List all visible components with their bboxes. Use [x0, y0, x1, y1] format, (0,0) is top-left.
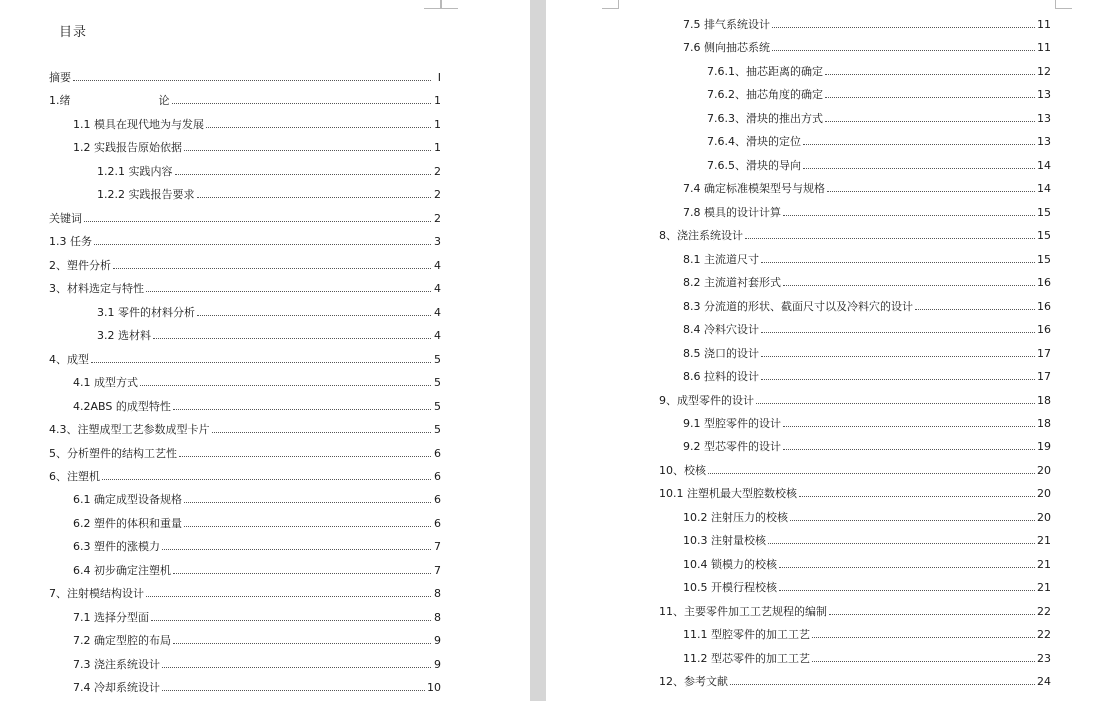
toc-entry-label: 6.2 塑件的体积和重量 [73, 517, 182, 530]
toc-entry-page-number: 8 [434, 587, 441, 600]
toc-entry[interactable] [49, 584, 441, 600]
toc-entry-label: 11、主要零件加工工艺规程的编制 [659, 605, 827, 618]
dot-leader [745, 238, 1035, 239]
toc-entry[interactable] [97, 303, 441, 319]
toc-entry-page-number: 2 [434, 188, 441, 201]
toc-entry-page-number: 4 [434, 306, 441, 319]
toc-entry-page-number: 2 [434, 165, 441, 178]
toc-entry-page-number: 20 [1037, 464, 1051, 477]
toc-entry[interactable] [683, 625, 1051, 641]
toc-entry[interactable] [49, 279, 441, 295]
toc-entry-label: 4.2ABS 的成型特性 [73, 400, 171, 413]
dot-leader [162, 667, 431, 668]
dot-leader [173, 409, 431, 410]
toc-entry-label: 6.4 初步确定注塑机 [73, 564, 171, 577]
toc-entry-label: 7.6 侧向抽芯系统 [683, 41, 770, 54]
dot-leader [102, 479, 431, 480]
toc-entry-page-number: 21 [1037, 558, 1051, 571]
toc-entry-page-number: 15 [1037, 229, 1051, 242]
dot-leader [173, 573, 431, 574]
dot-leader [184, 526, 431, 527]
toc-entry-label: 4.1 成型方式 [73, 376, 138, 389]
toc-entry[interactable] [97, 185, 441, 201]
dot-leader [197, 315, 431, 316]
toc-entry-label: 7.4 确定标准模架型号与规格 [683, 182, 825, 195]
dot-leader [153, 338, 431, 339]
toc-entry-page-number: 11 [1037, 18, 1051, 31]
toc-entry-label: 6.3 塑件的涨模力 [73, 540, 160, 553]
dot-leader [179, 456, 431, 457]
toc-entry-label: 关键词 [49, 212, 82, 225]
toc-entry-label: 1.2.1 实践内容 [97, 165, 173, 178]
dot-leader [84, 221, 431, 222]
dot-leader [91, 362, 431, 363]
dot-leader [197, 197, 432, 198]
toc-entry-page-number: I [437, 71, 441, 84]
toc-entry[interactable] [49, 467, 441, 483]
dot-leader [162, 690, 425, 691]
toc-entry[interactable] [49, 209, 441, 225]
dot-leader [146, 596, 431, 597]
toc-entry-page-number: 13 [1037, 112, 1051, 125]
toc-entry[interactable] [49, 444, 441, 460]
dot-leader [761, 262, 1035, 263]
dot-leader [146, 291, 431, 292]
toc-entry-page-number: 1 [434, 141, 441, 154]
toc-entry[interactable] [73, 537, 441, 553]
dot-leader [140, 385, 431, 386]
toc-entry-page-number: 9 [434, 658, 441, 671]
toc-entry-label: 5、分析塑件的结构工艺性 [49, 447, 177, 460]
toc-entry-label: 摘要 [49, 71, 71, 84]
toc-entry-page-number: 7 [434, 564, 441, 577]
dot-leader [783, 285, 1035, 286]
toc-entry-page-number: 24 [1037, 675, 1051, 688]
toc-entry-label: 10.4 锁模力的校核 [683, 558, 777, 571]
toc-entry-label: 7.6.4、滑块的定位 [707, 135, 801, 148]
toc-entry-label: 9、成型零件的设计 [659, 394, 754, 407]
dot-leader [779, 590, 1035, 591]
toc-entry-page-number: 5 [434, 400, 441, 413]
toc-entry-page-number: 1 [434, 94, 441, 107]
toc-entry-page-number: 17 [1037, 347, 1051, 360]
dot-leader [756, 403, 1035, 404]
toc-entry[interactable] [49, 256, 441, 272]
dot-leader [761, 332, 1035, 333]
toc-entry-label: 7.6.2、抽芯角度的确定 [707, 88, 823, 101]
toc-entry[interactable] [683, 203, 1051, 219]
toc-entry-page-number: 13 [1037, 135, 1051, 148]
toc-entry-page-number: 16 [1037, 300, 1051, 313]
toc-entry[interactable] [73, 373, 441, 389]
toc-entry[interactable] [49, 91, 441, 107]
toc-entry-page-number: 16 [1037, 323, 1051, 336]
toc-entry[interactable] [73, 138, 441, 154]
toc-entry[interactable] [73, 115, 441, 131]
toc-entry-page-number: 23 [1037, 652, 1051, 665]
dot-leader [184, 150, 431, 151]
dot-leader [768, 543, 1035, 544]
dot-leader [94, 244, 431, 245]
toc-entry[interactable] [683, 344, 1051, 360]
toc-entry-label: 8.3 分流道的形状、截面尺寸以及冷料穴的设计 [683, 300, 913, 313]
dot-leader [761, 356, 1035, 357]
dot-leader [803, 168, 1035, 169]
toc-entry[interactable] [659, 484, 1051, 500]
toc-entry[interactable] [683, 437, 1051, 453]
toc-entry-page-number: 11 [1037, 41, 1051, 54]
toc-entry-page-number: 18 [1037, 394, 1051, 407]
toc-entry[interactable] [683, 414, 1051, 430]
dot-leader [151, 620, 431, 621]
toc-entry-label: 7.6.1、抽芯距离的确定 [707, 65, 823, 78]
toc-entry-page-number: 2 [434, 212, 441, 225]
dot-leader [799, 496, 1035, 497]
toc-list [546, 0, 1102, 701]
toc-entry-label: 7.2 确定型腔的布局 [73, 634, 171, 647]
toc-entry-label: 7.8 模具的设计计算 [683, 206, 781, 219]
dot-leader [790, 520, 1035, 521]
toc-entry-label: 8、浇注系统设计 [659, 229, 743, 242]
toc-entry-page-number: 6 [434, 447, 441, 460]
toc-entry-label: 8.5 浇口的设计 [683, 347, 759, 360]
toc-entry-page-number: 15 [1037, 206, 1051, 219]
toc-title: 目录 [59, 25, 88, 40]
toc-entry-page-number: 21 [1037, 581, 1051, 594]
toc-entry-page-number: 20 [1037, 511, 1051, 524]
toc-entry-page-number: 4 [434, 259, 441, 272]
toc-entry-page-number: 16 [1037, 276, 1051, 289]
toc-entry-page-number: 22 [1037, 628, 1051, 641]
toc-entry-label: 12、参考文献 [659, 675, 728, 688]
toc-entry[interactable] [73, 608, 441, 624]
toc-entry-label: 4、成型 [49, 353, 89, 366]
dot-leader [761, 379, 1035, 380]
dot-leader [175, 174, 432, 175]
toc-entry[interactable] [683, 649, 1051, 665]
toc-entry-page-number: 4 [434, 282, 441, 295]
toc-entry-page-number: 10 [427, 681, 441, 694]
toc-entry-page-number: 12 [1037, 65, 1051, 78]
toc-entry-page-number: 9 [434, 634, 441, 647]
dot-leader [162, 549, 431, 550]
toc-entry[interactable] [659, 461, 1051, 477]
toc-entry-page-number: 13 [1037, 88, 1051, 101]
toc-entry[interactable] [707, 85, 1051, 101]
toc-entry-page-number: 20 [1037, 487, 1051, 500]
toc-entry-label: 10.2 注射压力的校核 [683, 511, 788, 524]
dot-leader [827, 191, 1035, 192]
toc-entry-label: 8.6 拉料的设计 [683, 370, 759, 383]
toc-entry[interactable] [659, 226, 1051, 242]
toc-entry[interactable] [683, 179, 1051, 195]
toc-entry[interactable] [97, 326, 441, 342]
toc-entry-page-number: 6 [434, 470, 441, 483]
toc-entry-page-number: 14 [1037, 182, 1051, 195]
toc-entry-label: 1.2 实践报告原始依据 [73, 141, 182, 154]
dot-leader [772, 50, 1035, 51]
toc-entry-page-number: 6 [434, 493, 441, 506]
toc-entry-label: 3、材料选定与特性 [49, 282, 144, 295]
toc-entry[interactable] [683, 273, 1051, 289]
dot-leader [73, 80, 431, 81]
dot-leader [779, 567, 1035, 568]
toc-entry-label: 10.3 注射量校核 [683, 534, 766, 547]
toc-entry-label: 11.1 型腔零件的加工工艺 [683, 628, 810, 641]
toc-entry-label: 2、塑件分析 [49, 259, 111, 272]
toc-entry[interactable] [73, 655, 441, 671]
toc-entry[interactable] [707, 132, 1051, 148]
toc-entry-label: 3.1 零件的材料分析 [97, 306, 195, 319]
dot-leader [825, 121, 1035, 122]
toc-entry[interactable] [49, 232, 441, 248]
toc-entry-page-number: 4 [434, 329, 441, 342]
toc-entry-label: 1.3 任务 [49, 235, 92, 248]
toc-entry-label: 8.1 主流道尺寸 [683, 253, 759, 266]
dot-leader [173, 643, 431, 644]
toc-entry-page-number: 8 [434, 611, 441, 624]
toc-entry[interactable] [73, 678, 441, 694]
toc-entry-label: 7、注射模结构设计 [49, 587, 144, 600]
toc-entry-label: 8.4 冷料穴设计 [683, 323, 759, 336]
toc-entry-label: 9.1 型腔零件的设计 [683, 417, 781, 430]
toc-entry-page-number: 3 [434, 235, 441, 248]
toc-entry[interactable] [683, 250, 1051, 266]
toc-entry-page-number: 5 [434, 376, 441, 389]
toc-entry-page-number: 22 [1037, 605, 1051, 618]
toc-entry-label: 1.绪 论 [49, 94, 170, 107]
toc-entry-page-number: 14 [1037, 159, 1051, 172]
toc-entry[interactable] [683, 578, 1051, 594]
toc-entry[interactable] [683, 508, 1051, 524]
toc-entry-page-number: 6 [434, 517, 441, 530]
toc-entry-page-number: 15 [1037, 253, 1051, 266]
toc-entry[interactable] [49, 350, 441, 366]
toc-entry-page-number: 1 [434, 118, 441, 131]
toc-entry-label: 10、校核 [659, 464, 706, 477]
dot-leader [206, 127, 431, 128]
dot-leader [783, 215, 1035, 216]
dot-leader [184, 502, 431, 503]
toc-entry-label: 7.1 选择分型面 [73, 611, 149, 624]
toc-entry-label: 6、注塑机 [49, 470, 100, 483]
toc-entry[interactable] [49, 68, 441, 84]
document-page-left [0, 0, 530, 701]
toc-entry-label: 7.6.5、滑块的导向 [707, 159, 801, 172]
toc-entry[interactable] [73, 397, 441, 413]
dot-leader [825, 97, 1035, 98]
toc-entry[interactable] [707, 109, 1051, 125]
dot-leader [730, 684, 1035, 685]
toc-entry[interactable] [73, 631, 441, 647]
toc-entry-page-number: 5 [434, 353, 441, 366]
toc-entry[interactable] [659, 391, 1051, 407]
toc-entry[interactable] [683, 531, 1051, 547]
toc-entry-label: 6.1 确定成型设备规格 [73, 493, 182, 506]
dot-leader [783, 426, 1035, 427]
dot-leader [825, 74, 1035, 75]
dot-leader [829, 614, 1035, 615]
toc-entry-label: 7.5 排气系统设计 [683, 18, 770, 31]
dot-leader [812, 661, 1035, 662]
toc-entry-page-number: 19 [1037, 440, 1051, 453]
toc-entry[interactable] [683, 367, 1051, 383]
dot-leader [772, 27, 1035, 28]
toc-entry[interactable] [73, 514, 441, 530]
toc-entry-label: 11.2 型芯零件的加工工艺 [683, 652, 810, 665]
dot-leader [915, 309, 1035, 310]
toc-entry[interactable] [97, 162, 441, 178]
toc-entry[interactable] [683, 320, 1051, 336]
document-page-right [546, 0, 1102, 701]
toc-entry[interactable] [659, 602, 1051, 618]
toc-entry-page-number: 5 [434, 423, 441, 436]
toc-entry-label: 1.2.2 实践报告要求 [97, 188, 195, 201]
dot-leader [172, 103, 432, 104]
toc-entry-label: 7.4 冷却系统设计 [73, 681, 160, 694]
toc-entry-label: 3.2 选材料 [97, 329, 151, 342]
toc-list [0, 0, 530, 701]
toc-entry[interactable] [73, 490, 441, 506]
toc-entry[interactable] [683, 555, 1051, 571]
toc-entry-label: 9.2 型芯零件的设计 [683, 440, 781, 453]
dot-leader [113, 268, 431, 269]
toc-entry-label: 8.2 主流道衬套形式 [683, 276, 781, 289]
toc-entry[interactable] [707, 156, 1051, 172]
dot-leader [803, 144, 1035, 145]
dot-leader [783, 449, 1035, 450]
toc-entry[interactable] [73, 561, 441, 577]
toc-entry-label: 7.3 浇注系统设计 [73, 658, 160, 671]
toc-entry[interactable] [49, 420, 441, 436]
toc-entry-label: 4.3、注塑成型工艺参数成型卡片 [49, 423, 210, 436]
toc-entry[interactable] [659, 672, 1051, 688]
toc-entry-page-number: 18 [1037, 417, 1051, 430]
toc-entry-page-number: 17 [1037, 370, 1051, 383]
dot-leader [708, 473, 1035, 474]
toc-entry[interactable] [683, 38, 1051, 54]
toc-entry-label: 10.1 注塑机最大型腔数校核 [659, 487, 797, 500]
toc-entry[interactable] [683, 15, 1051, 31]
toc-entry[interactable] [683, 297, 1051, 313]
dot-leader [212, 432, 432, 433]
toc-entry-page-number: 21 [1037, 534, 1051, 547]
toc-entry-page-number: 7 [434, 540, 441, 553]
toc-entry[interactable] [707, 62, 1051, 78]
dot-leader [812, 637, 1035, 638]
toc-entry-label: 7.6.3、滑块的推出方式 [707, 112, 823, 125]
toc-entry-label: 10.5 开模行程校核 [683, 581, 777, 594]
toc-entry-label: 1.1 模具在现代地为与发展 [73, 118, 204, 131]
